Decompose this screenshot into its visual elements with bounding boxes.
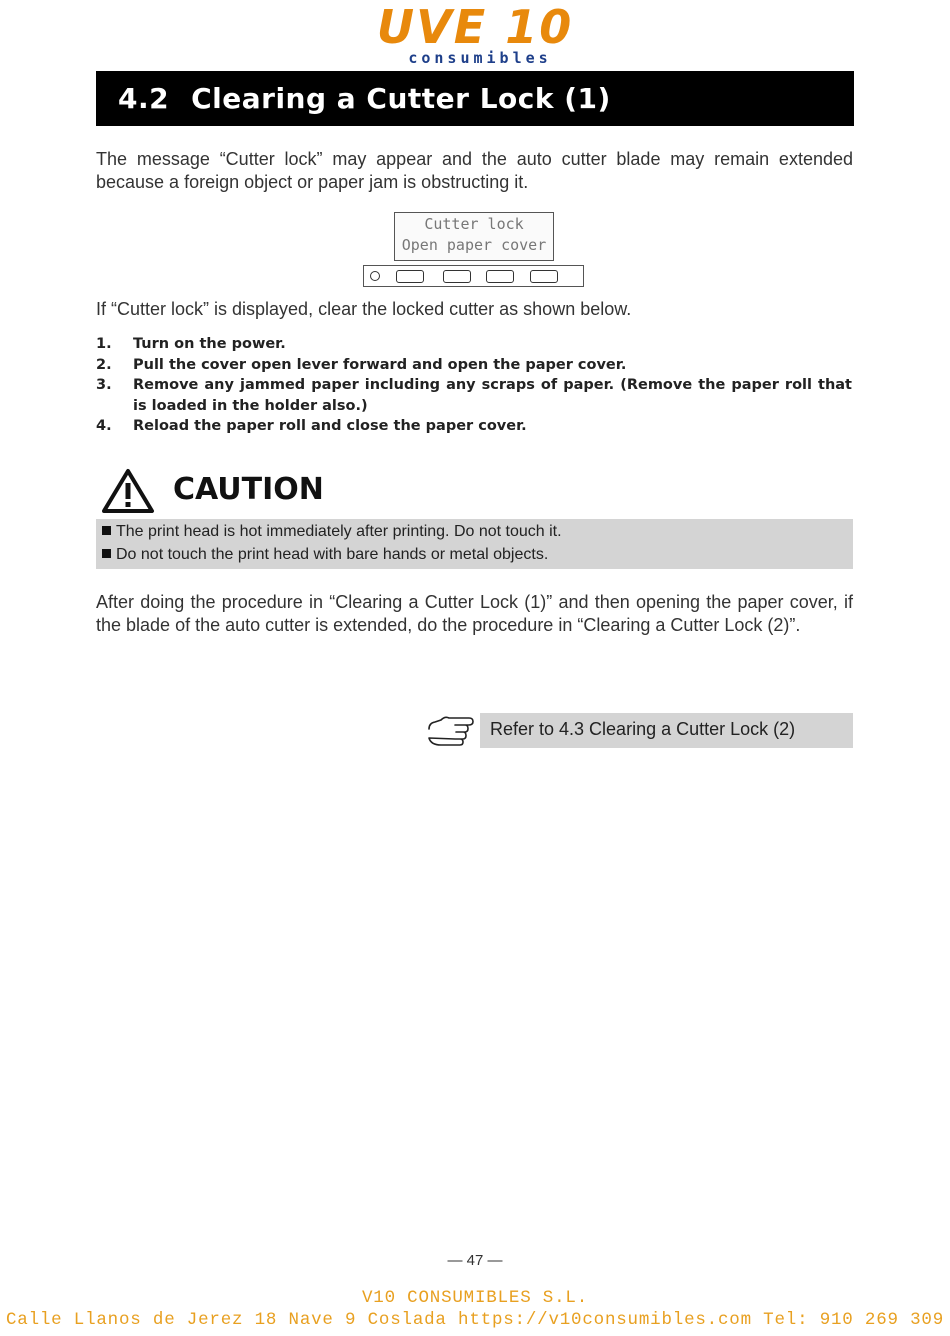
step-text: Reload the paper roll and close the paper cover. (133, 418, 527, 434)
procedure-steps (96, 334, 852, 437)
lcd-display (394, 212, 554, 261)
logo-main-text: UVE 10 (376, 0, 574, 54)
caution-label: CAUTION (173, 472, 324, 507)
list-item (96, 375, 852, 416)
panel-key-icon (396, 270, 424, 283)
pointing-hand-icon (425, 711, 475, 751)
step-number: 3. (96, 377, 112, 393)
logo-sub-text: consumibles (408, 49, 552, 67)
bullet-square-icon (102, 549, 111, 558)
lcd-line-2: Open paper cover (401, 236, 547, 254)
section-number: 4.2 (118, 82, 170, 115)
step-text: Pull the cover open lever forward and open the paper cover. (133, 356, 627, 373)
list-item (96, 416, 852, 437)
caution-item-text: Do not touch the print head with bare hands or metal objects. (116, 545, 549, 563)
panel-key-icon (530, 270, 558, 283)
step-number: 4. (96, 418, 112, 434)
reference-box: Refer to 4.3 Clearing a Cutter Lock (2) (480, 713, 853, 748)
section-title: Clearing a Cutter Lock (1) (191, 82, 611, 115)
intro-paragraph: The message “Cutter lock” may appear and the auto cutter blade may remain extended because a foreign object or paper jam is obstructing it. (96, 149, 853, 192)
footer-company: V10 CONSUMIBLES S.L. (361, 1288, 589, 1308)
company-logo (0, 0, 950, 67)
panel-key-icon (486, 270, 514, 283)
lcd-line-1: Cutter lock (424, 215, 524, 233)
step-text: Turn on the power. (133, 336, 286, 352)
footer-address: Calle Llanos de Jerez 18 Nave 9 Coslada https://v10consumibles.com Tel: 910 269 309 (5, 1310, 945, 1330)
list-item (96, 334, 852, 355)
after-paragraph: After doing the procedure in “Clearing a Cutter Lock (1)” and then opening the paper cover, if the blade of the auto cutter is extended, do the procedure in “Clearing a Cutter Lock (2)”. (96, 592, 853, 635)
instruction-paragraph: If “Cutter lock” is displayed, clear the locked cutter as shown below. (96, 299, 632, 319)
panel-key-icon (443, 270, 471, 283)
warning-triangle-icon (101, 468, 155, 514)
caution-item-text: The print head is hot immediately after printing. Do not touch it. (116, 523, 562, 540)
caution-item (102, 544, 853, 567)
caution-box (96, 519, 853, 569)
list-item (96, 355, 852, 376)
step-number: 1. (96, 336, 112, 352)
control-panel-illustration (363, 265, 584, 287)
page-number: — 47 — (447, 1252, 503, 1269)
bullet-square-icon (102, 526, 111, 535)
caution-item (102, 521, 853, 544)
step-text: Remove any jammed paper including any scraps of paper. (Remove the paper roll that is loaded in the holder also.) (133, 377, 852, 414)
section-title-bar (96, 71, 854, 126)
power-led-icon (370, 271, 380, 281)
step-number: 2. (96, 356, 112, 373)
